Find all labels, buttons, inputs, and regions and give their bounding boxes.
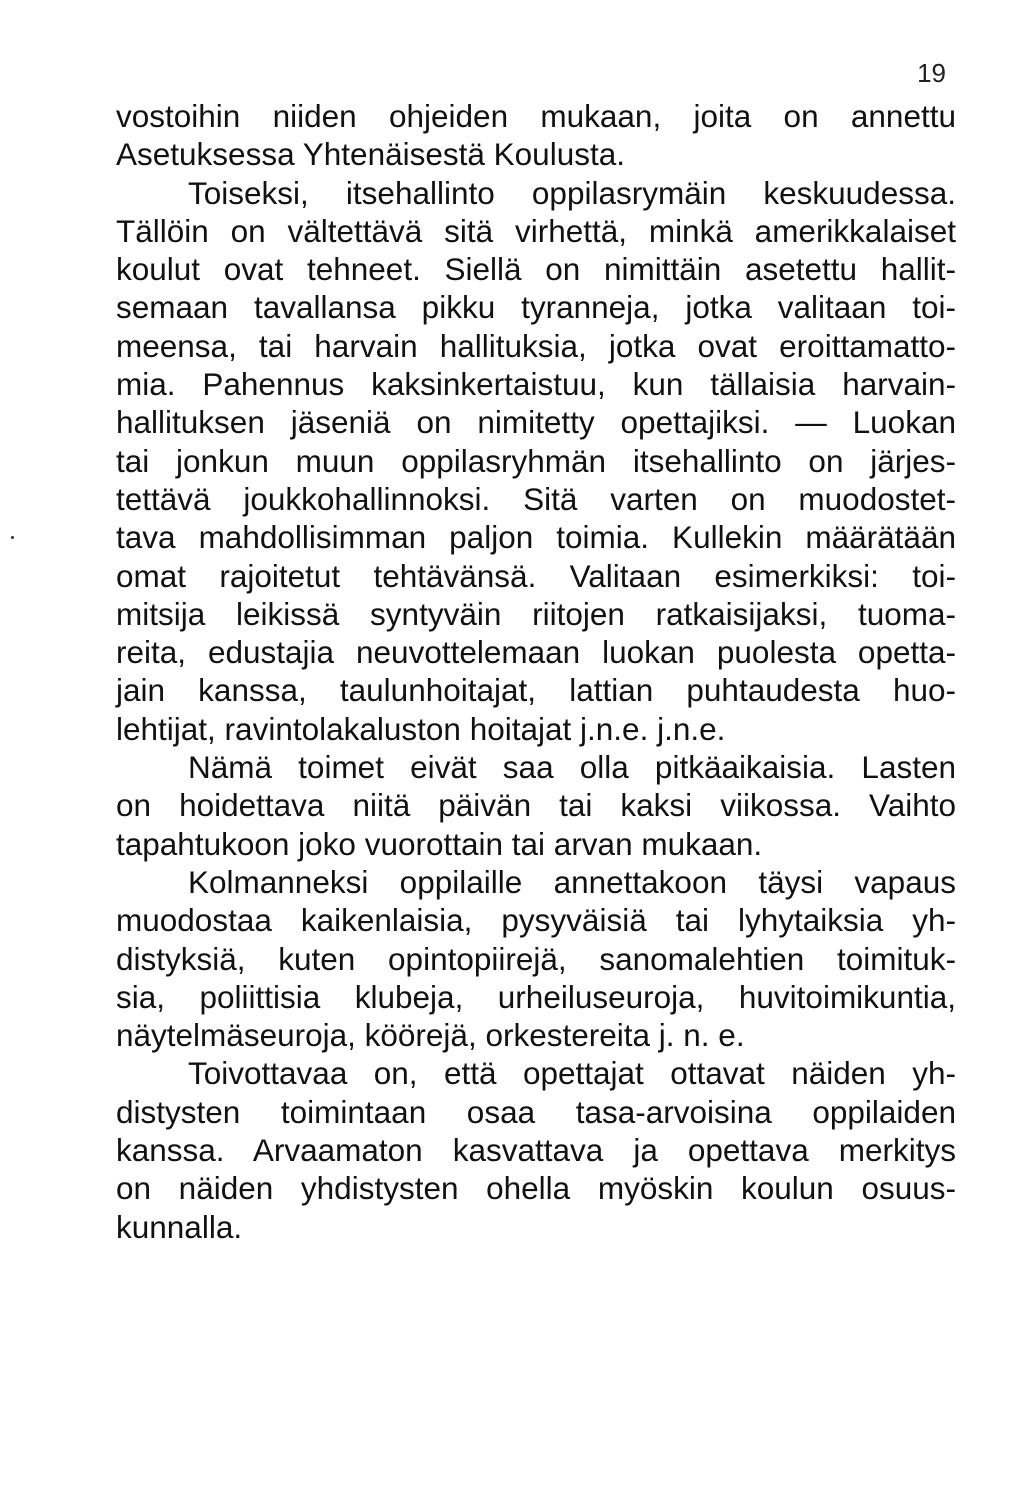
text-line: Asetuksessa Yhtenäisestä Koulusta. bbox=[116, 136, 625, 173]
text-line: meensa, tai harvain hallituksia, jotka ovat eroittamatto- bbox=[116, 327, 956, 364]
text-line: näytelmäseuroja, köörejä, orkestereita j. n. e. bbox=[116, 1017, 745, 1054]
text-line: mitsija leikissä syntyväin riitojen ratkaisijaksi, tuoma- bbox=[116, 595, 956, 632]
text-line: on hoidettava niitä päivän tai kaksi viikossa. Vaihto bbox=[116, 787, 956, 824]
text-line: jain kanssa, taulunhoitajat, lattian puhtaudesta huo- bbox=[116, 672, 956, 709]
text-line: semaan tavallansa pikku tyranneja, jotka valitaan toi- bbox=[116, 289, 956, 326]
paragraph-start-line: Kolmanneksi oppilaille annettakoon täysi vapaus bbox=[188, 863, 956, 900]
text-line: tai jonkun muun oppilasryhmän itsehallinto on järjes- bbox=[116, 442, 956, 479]
paragraph-start-line: Toiseksi, itsehallinto oppilasrymäin keskuudessa. bbox=[188, 174, 956, 211]
text-line: sia, poliittisia klubeja, urheiluseuroja, huvitoimikuntia, bbox=[116, 978, 956, 1015]
text-line: kanssa. Arvaamaton kasvattava ja opettava merkitys bbox=[116, 1132, 956, 1169]
page-number: 19 bbox=[917, 58, 946, 88]
text-line: omat rajoitetut tehtävänsä. Valitaan esimerkiksi: toi- bbox=[116, 557, 956, 594]
text-line: lehtijat, ravintolakaluston hoitajat j.n.e. j.n.e. bbox=[116, 710, 726, 747]
text-line: Tällöin on vältettävä sitä virhettä, minkä amerikkalaiset bbox=[116, 212, 956, 249]
text-line: on näiden yhdistysten ohella myöskin koulun osuus- bbox=[116, 1170, 956, 1207]
text-line: distysten toimintaan osaa tasa-arvoisina oppilaiden bbox=[116, 1093, 956, 1130]
body-text bbox=[116, 97, 956, 1246]
text-line: mia. Pahennus kaksinkertaistuu, kun tällaisia harvain- bbox=[116, 366, 956, 403]
text-line: hallituksen jäseniä on nimitetty opettajiksi. — Luokan bbox=[116, 404, 956, 441]
text-line: distyksiä, kuten opintopiirejä, sanomalehtien toimituk- bbox=[116, 940, 956, 977]
text-line: tava mahdollisimman paljon toimia. Kullekin määrätään bbox=[116, 519, 956, 556]
text-line: vostoihin niiden ohjeiden mukaan, joita on annettu bbox=[116, 98, 956, 134]
text-line: kunnalla. bbox=[116, 1208, 243, 1245]
text-line: tapahtukoon joko vuorottain tai arvan mukaan. bbox=[116, 825, 763, 862]
margin-mark bbox=[11, 536, 14, 539]
paragraph-start-line: Nämä toimet eivät saa olla pitkäaikaisia. Lasten bbox=[188, 749, 956, 786]
paragraph-start-line: Toivottavaa on, että opettajat ottavat näiden yh- bbox=[188, 1055, 956, 1092]
text-line: koulut ovat tehneet. Siellä on nimittäin asetettu hallit- bbox=[116, 251, 956, 288]
text-line: tettävä joukkohallinnoksi. Sitä varten on muodostet- bbox=[116, 480, 956, 517]
text-line: muodostaa kaikenlaisia, pysyväisiä tai lyhytaiksia yh- bbox=[116, 902, 956, 939]
text-line: reita, edustajia neuvottelemaan luokan puolesta opetta- bbox=[116, 634, 956, 671]
